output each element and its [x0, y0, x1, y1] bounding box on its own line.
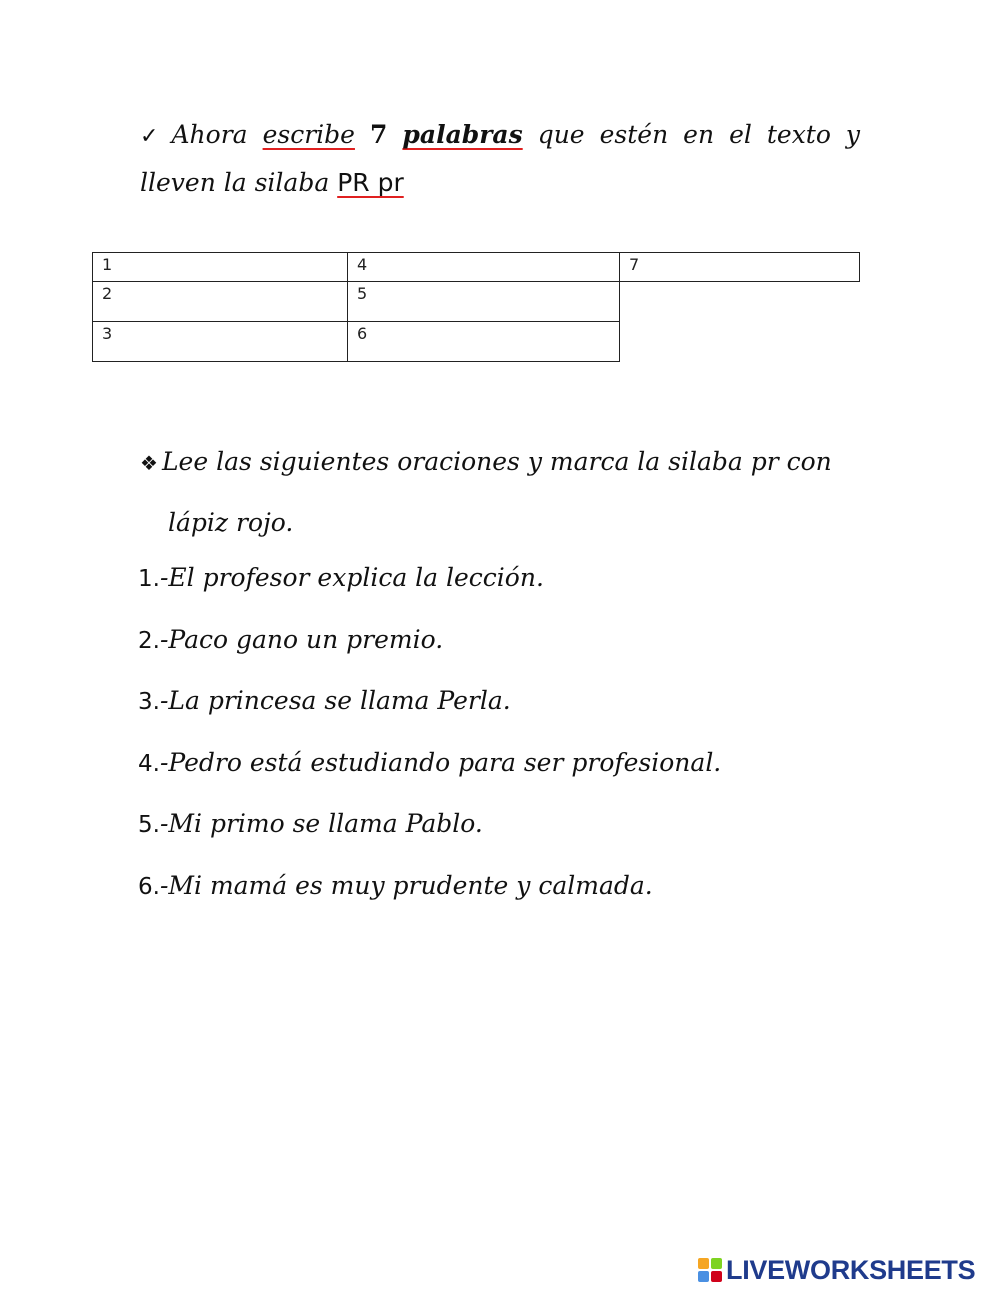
sentence-item [138, 610, 898, 672]
instruction-write-words [140, 112, 860, 206]
liveworksheets-logo [698, 1253, 975, 1287]
sentence-number: 6. [138, 873, 160, 900]
sentence-text: -Mi primo se llama Pablo. [159, 809, 483, 839]
sentence-item [138, 856, 898, 918]
sentence-number: 3. [138, 689, 160, 716]
answer-cell-7[interactable]: 7 [619, 252, 860, 282]
underlined-syllable: PR pr [337, 168, 404, 197]
space [355, 120, 370, 149]
underlined-word-escribe: escribe [262, 120, 355, 149]
answer-cell-2[interactable]: 2 [92, 281, 348, 322]
word-count-number: 7 [369, 120, 388, 149]
sentence-number: 2. [138, 627, 160, 654]
sentence-number: 4. [138, 750, 160, 777]
instruction2-line1 [140, 432, 870, 493]
logo-square [698, 1271, 709, 1282]
answer-cell-6[interactable]: 6 [347, 321, 620, 362]
sentence-number: 1. [138, 566, 160, 592]
space [387, 120, 402, 149]
logo-square [711, 1258, 722, 1269]
sentence-text: -Pedro está estudiando para ser profesional. [159, 747, 722, 777]
sentence-text: -Paco gano un premio. [159, 624, 444, 654]
instruction2-line1-text: Lee las siguientes oraciones y marca la silaba pr con [161, 447, 832, 476]
sentence-number: 5. [138, 812, 160, 839]
sentence-item [138, 548, 898, 610]
sentence-text: -La princesa se llama Perla. [159, 686, 511, 716]
checkmark-icon: ✓ [140, 124, 166, 149]
instruction-read-sentences [140, 432, 870, 553]
answer-cell-1[interactable]: 1 [92, 252, 348, 282]
logo-square [711, 1271, 722, 1282]
sentence-item [138, 794, 898, 856]
sentence-text: -Mi mamá es muy prudente y calmada. [159, 870, 653, 900]
diamond-bullet-icon: ❖ [140, 451, 158, 475]
instruction-text-middle: que estén en el texto y lleven la silaba [140, 120, 861, 197]
sentence-text: -El profesor explica la lección. [159, 563, 544, 592]
logo-text: LIVEWORKSHEETS [726, 1254, 976, 1285]
answer-cell-4[interactable]: 4 [347, 252, 620, 282]
instruction-text-before: Ahora [171, 120, 263, 149]
logo-squares-icon [698, 1258, 722, 1282]
answer-table [92, 252, 860, 364]
logo-square [698, 1258, 709, 1269]
sentence-item [138, 671, 898, 733]
answer-cell-5[interactable]: 5 [347, 281, 620, 322]
sentence-list [138, 548, 898, 918]
answer-cell-3[interactable]: 3 [92, 321, 348, 362]
instruction2-line2: lápiz rojo. [168, 508, 294, 537]
sentence-item [138, 733, 898, 795]
underlined-word-palabras: palabras [402, 120, 523, 149]
